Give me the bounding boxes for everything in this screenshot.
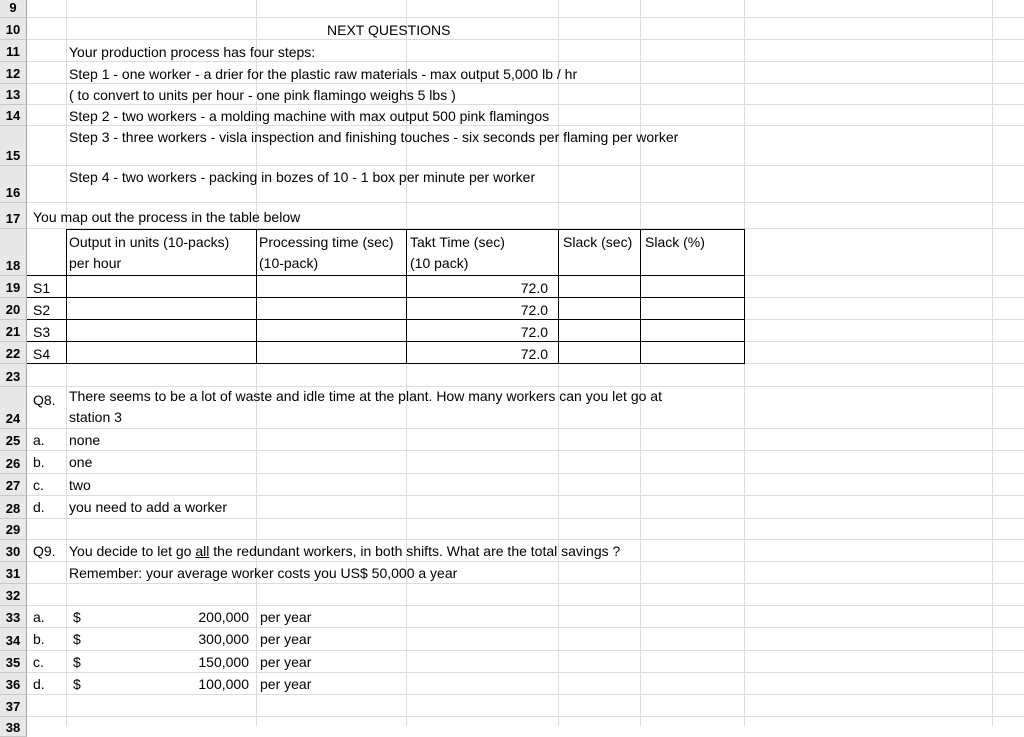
question-label[interactable]: Q9. [33, 543, 56, 559]
table-border [27, 341, 745, 342]
section-heading[interactable]: NEXT QUESTIONS [327, 22, 451, 38]
table-row[interactable] [0, 298, 1024, 320]
row-header[interactable]: 29 [0, 519, 27, 540]
takt-time-value[interactable]: 72.0 [520, 346, 548, 362]
sheet-row[interactable] [0, 451, 1024, 474]
sheet-row[interactable] [0, 628, 1024, 651]
sheet-row[interactable] [0, 18, 1024, 40]
option-letter[interactable]: a. [33, 609, 45, 625]
row-header[interactable]: 9 [0, 0, 27, 18]
row-header[interactable]: 12 [0, 62, 27, 84]
table-border [256, 229, 257, 364]
table-border [27, 319, 745, 320]
row-header[interactable]: 15 [0, 126, 27, 166]
row-header[interactable]: 23 [0, 364, 27, 387]
option-currency[interactable]: $ [73, 631, 81, 647]
row-header[interactable]: 37 [0, 695, 27, 717]
step-label[interactable]: S2 [33, 302, 51, 318]
option-text[interactable]: you need to add a worker [69, 499, 227, 515]
row-header[interactable]: 18 [0, 229, 27, 276]
row-header[interactable]: 32 [0, 584, 27, 606]
header-slack-sec[interactable]: Slack (sec) [563, 234, 633, 250]
intro-line[interactable]: Your production process has four steps: [69, 44, 316, 60]
question-text[interactable]: There seems to be a lot of waste and idle time at the plant. How many workers can you let go at [69, 388, 662, 404]
takt-time-value[interactable]: 72.0 [520, 324, 548, 340]
row-header[interactable]: 20 [0, 298, 27, 320]
sheet-row[interactable] [0, 84, 1024, 105]
option-amount[interactable]: 150,000 [198, 654, 249, 670]
header-processing-sub[interactable]: (10-pack) [259, 255, 319, 271]
sheet-row[interactable] [0, 105, 1024, 126]
takt-time-value[interactable]: 72.0 [520, 280, 548, 296]
table-border [406, 229, 407, 364]
sheet-row[interactable] [0, 429, 1024, 451]
option-letter[interactable]: b. [33, 631, 45, 647]
sheet-row[interactable] [0, 562, 1024, 584]
row-header[interactable]: 30 [0, 540, 27, 562]
option-text[interactable]: none [69, 432, 101, 448]
sheet-row[interactable] [0, 519, 1024, 540]
map-instruction[interactable]: You map out the process in the table below [33, 209, 301, 225]
option-letter[interactable]: c. [33, 477, 44, 493]
option-letter[interactable]: d. [33, 499, 45, 515]
sheet-row[interactable] [0, 673, 1024, 695]
question-label[interactable]: Q8. [33, 392, 56, 408]
option-letter[interactable]: d. [33, 676, 45, 692]
row-header[interactable]: 11 [0, 40, 27, 62]
sheet-row[interactable] [0, 717, 1024, 735]
sheet-row[interactable] [0, 203, 1024, 229]
row-header[interactable]: 17 [0, 203, 27, 229]
sheet-row[interactable] [0, 606, 1024, 628]
sheet-row[interactable] [0, 695, 1024, 717]
row-header[interactable]: 24 [0, 387, 27, 429]
table-border [27, 275, 745, 276]
emphasis-all: all [195, 543, 210, 559]
sheet-row[interactable] [0, 0, 1024, 18]
intro-line[interactable]: ( to convert to units per hour - one pink flamingo weighs 5 lbs ) [69, 87, 456, 103]
table-row[interactable] [0, 342, 1024, 364]
option-currency[interactable]: $ [73, 609, 81, 625]
option-amount[interactable]: 300,000 [198, 631, 249, 647]
option-currency[interactable]: $ [73, 676, 81, 692]
option-unit[interactable]: per year [260, 676, 312, 692]
sheet-row[interactable] [0, 229, 1024, 276]
header-slack-pct[interactable]: Slack (%) [645, 234, 705, 250]
option-currency[interactable]: $ [73, 654, 81, 670]
sheet-row[interactable] [0, 126, 1024, 166]
table-border [744, 229, 745, 364]
row-header[interactable]: 19 [0, 276, 27, 298]
sheet-row[interactable] [0, 364, 1024, 387]
step-label[interactable]: S4 [33, 346, 51, 362]
step-label[interactable]: S1 [33, 280, 51, 296]
option-unit[interactable]: per year [260, 609, 312, 625]
intro-line[interactable]: Step 4 - two workers - packing in bozes of 10 - 1 box per minute per worker [69, 169, 536, 185]
row-header[interactable]: 28 [0, 496, 27, 519]
table-border [27, 363, 745, 364]
row-header[interactable]: 38 [0, 717, 27, 737]
option-amount[interactable]: 100,000 [198, 676, 249, 692]
question-text-cont[interactable]: station 3 [69, 409, 122, 425]
header-output-sub[interactable]: per hour [69, 255, 122, 271]
intro-line[interactable]: Step 2 - two workers - a molding machine with max output 500 pink flamingos [69, 108, 550, 124]
option-text[interactable]: one [69, 454, 93, 470]
option-unit[interactable]: per year [260, 631, 312, 647]
option-unit[interactable]: per year [260, 654, 312, 670]
row-header[interactable]: 31 [0, 562, 27, 584]
row-header[interactable]: 13 [0, 84, 27, 105]
table-row[interactable] [0, 320, 1024, 342]
sheet-row[interactable] [0, 474, 1024, 496]
sheet-row[interactable] [0, 166, 1024, 203]
sheet-row[interactable] [0, 62, 1024, 84]
row-header[interactable]: 26 [0, 451, 27, 474]
header-takt[interactable]: Takt Time (sec) [410, 234, 505, 250]
option-text[interactable]: two [69, 477, 91, 493]
row-header[interactable]: 36 [0, 673, 27, 695]
row-header[interactable]: 22 [0, 342, 27, 364]
header-takt-sub[interactable]: (10 pack) [410, 255, 469, 271]
sheet-row[interactable] [0, 651, 1024, 673]
question-text[interactable]: You decide to let go all the redundant workers, in both shifts. What are the total savings ? [69, 543, 621, 559]
table-row[interactable] [0, 276, 1024, 298]
option-letter[interactable]: c. [33, 654, 44, 670]
sheet-row[interactable] [0, 40, 1024, 62]
row-header[interactable]: 27 [0, 474, 27, 496]
sheet-row[interactable] [0, 540, 1024, 562]
header-output[interactable]: Output in units (10-packs) [69, 234, 230, 250]
row-header[interactable]: 16 [0, 166, 27, 203]
row-header[interactable]: 33 [0, 606, 27, 628]
row-header[interactable]: 14 [0, 105, 27, 126]
intro-line[interactable]: Step 1 - one worker - a drier for the plastic raw materials - max output 5,000 lb / hr [69, 66, 578, 82]
table-border [558, 229, 559, 364]
option-amount[interactable]: 200,000 [198, 609, 249, 625]
takt-time-value[interactable]: 72.0 [520, 302, 548, 318]
sheet-row[interactable] [0, 496, 1024, 519]
row-header[interactable]: 10 [0, 18, 27, 40]
row-header[interactable]: 21 [0, 320, 27, 342]
header-processing[interactable]: Processing time (sec) [259, 234, 394, 250]
option-letter[interactable]: a. [33, 432, 45, 448]
sheet-row[interactable] [0, 584, 1024, 606]
sheet-row[interactable] [0, 387, 1024, 429]
question-text-cont[interactable]: Remember: your average worker costs you US$ 50,000 a year [69, 565, 458, 581]
option-letter[interactable]: b. [33, 454, 45, 470]
table-border [27, 297, 745, 298]
table-border [640, 229, 641, 364]
intro-line[interactable]: Step 3 - three workers - visla inspection and finishing touches - six seconds per flaming per worker [69, 129, 679, 145]
table-border [66, 229, 67, 364]
step-label[interactable]: S3 [33, 324, 51, 340]
row-header[interactable]: 25 [0, 429, 27, 451]
row-header[interactable]: 35 [0, 651, 27, 673]
row-header[interactable]: 34 [0, 628, 27, 651]
